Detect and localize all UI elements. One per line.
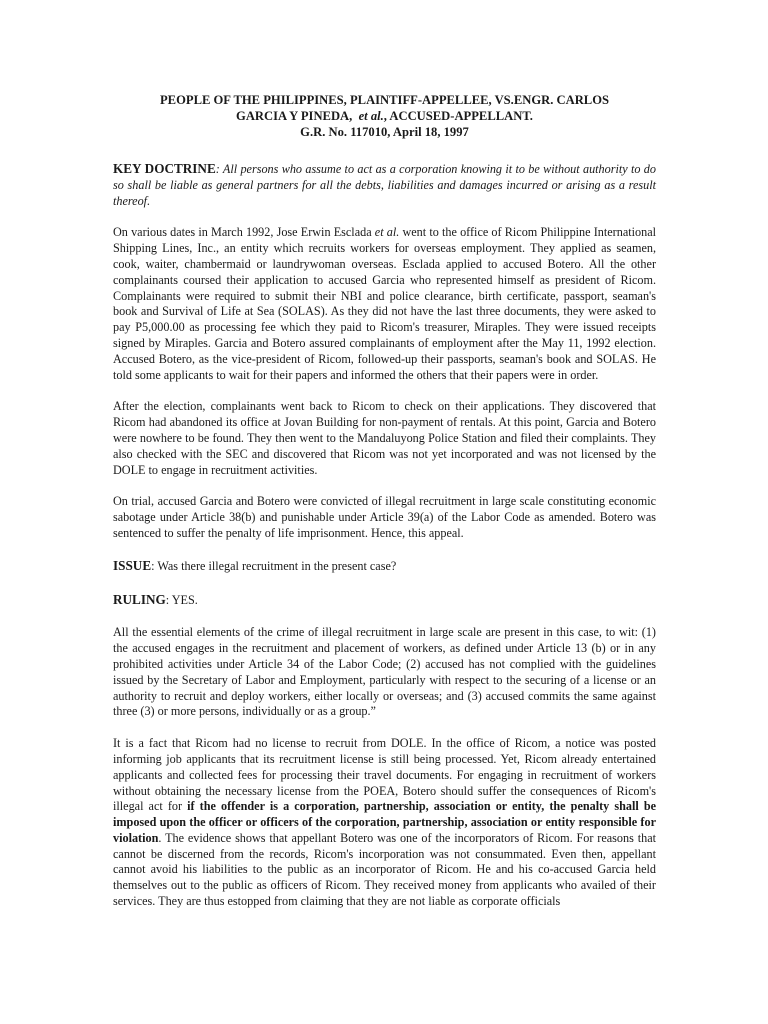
discussion-paragraph-2 (113, 736, 656, 910)
discussion-p2-start: It is a fact that Ricom had no license to recruit from DOLE. In the office of Ricom, a notice was posted informing job applicants that its recruitment license is still being processed. Yet, Ricom already entertained applicants and collected fees for processing their travel documents. For engaging in recruitment of workers without obtaining the necessary license from the POEA, Botero should suffer the consequences of Ricom's illegal act for (113, 736, 656, 814)
facts-p1-rest: went to the office of Ricom Philippine International Shipping Lines, Inc., an entity which recruits workers for overseas employment. They applied as seamen, cook, waiter, chambermaid or laundrywoman overseas. Esclada applied to accused Botero. All the other complainants coursed their application to accused Garcia who represented himself as president of Ricom. Complainants were required to submit their NBI and police clearance, birth certificate, passport, seaman's book and Survival of Life at Sea (SOLAS). As they did not have the last three documents, they were asked to pay P5,000.00 as processing fee which they paid to Ricom's treasurer, Miraples. They were issued receipts signed by Miraples. Garcia and Botero assured complainants of employment after the May 11, 1992 election. Accused Botero, as the vice-president of Ricom, followed-up their passports, seaman's book and SOLAS. He told some applicants to wait for their papers and informed the others that their papers were in order. (113, 225, 656, 382)
case-title-parties: GARCIA Y PINEDA, (236, 109, 353, 123)
discussion-p2-rest: . The evidence shows that appellant Botero was one of the incorporators of Ricom. For reasons that cannot be discerned from the records, Ricom's incorporation was not consummated. Even then, appellant cannot avoid his liabilities to the public as an incorporator of Ricom. He and his co-accused Garcia held themselves out to the public as officers of Ricom. They received money from applicants who availed of their services. They are thus estopped from claiming that they are not liable as corporate officials (113, 830, 656, 909)
case-title-accused: , ACCUSED-APPELLANT. (383, 109, 533, 123)
case-title-etal: et al. (358, 109, 384, 123)
ruling (113, 592, 656, 609)
facts-p1-start: On various dates in March 1992, Jose Erwin Esclada (113, 225, 375, 240)
facts-paragraph-2: After the election, complainants went back to Ricom to check on their applications. They discovered that Ricom had abandoned its office at Jovan Building for non-payment of rentals. At this point, Garcia and Botero were nowhere to be found. They then went to the Mandaluyong Police Station and filed their complaints. They also checked with the SEC and discovered that Ricom was not yet incorporated and was not licensed by the DOLE to engage in recruitment activities. (113, 399, 656, 477)
case-title-line-2 (113, 108, 656, 124)
case-citation: G.R. No. 117010, April 18, 1997 (300, 125, 469, 139)
case-title (113, 92, 656, 140)
facts-p1-etal: et al. (374, 225, 400, 240)
issue-label: ISSUE (113, 557, 152, 573)
ruling-label: RULING (113, 591, 166, 607)
key-doctrine (113, 161, 656, 209)
key-doctrine-label: KEY DOCTRINE (113, 161, 216, 176)
facts-paragraph-1 (113, 225, 656, 383)
case-title-line-1: PEOPLE OF THE PHILIPPINES, PLAINTIFF-APPELLEE, VS.ENGR. CARLOS (159, 93, 609, 107)
issue (113, 558, 656, 575)
document-page (113, 92, 656, 926)
discussion-paragraph-1: All the essential elements of the crime of illegal recruitment in large scale are present in this case, to wit: (1) the accused engages in the recruitment and placement of workers, as defined under Article 13 (b) or in any prohibited activities under Article 34 of the Labor Code; (2) accused has not complied with the guidelines issued by the Secretary of Labor and Employment, particularly with respect to the securing of a license or an authority to recruit and deploy workers, either locally or overseas; and (3) accused commits the same against three (3) or more persons, individually or as a group.” (113, 625, 656, 719)
issue-text: : Was there illegal recruitment in the present case? (151, 558, 397, 573)
discussion-p2-emphasis: if the offender is a corporation, partnership, association or entity, the penalty shall be imposed upon the officer or officers of the corporation, partnership, association or entity responsible for violation (113, 799, 657, 845)
facts-paragraph-3: On trial, accused Garcia and Botero were convicted of illegal recruitment in large scale constituting economic sabotage under Article 38(b) and punishable under Article 39(a) of the Labor Code as amended. Botero was sentenced to suffer the penalty of life imprisonment. Hence, this appeal. (113, 494, 656, 540)
key-doctrine-text: : All persons who assume to act as a corporation knowing it to be without authority to do so shall be liable as general partners for all the debts, liabilities and damages incurred or arising as a result thereof. (113, 162, 656, 208)
ruling-text: : YES. (165, 592, 198, 607)
